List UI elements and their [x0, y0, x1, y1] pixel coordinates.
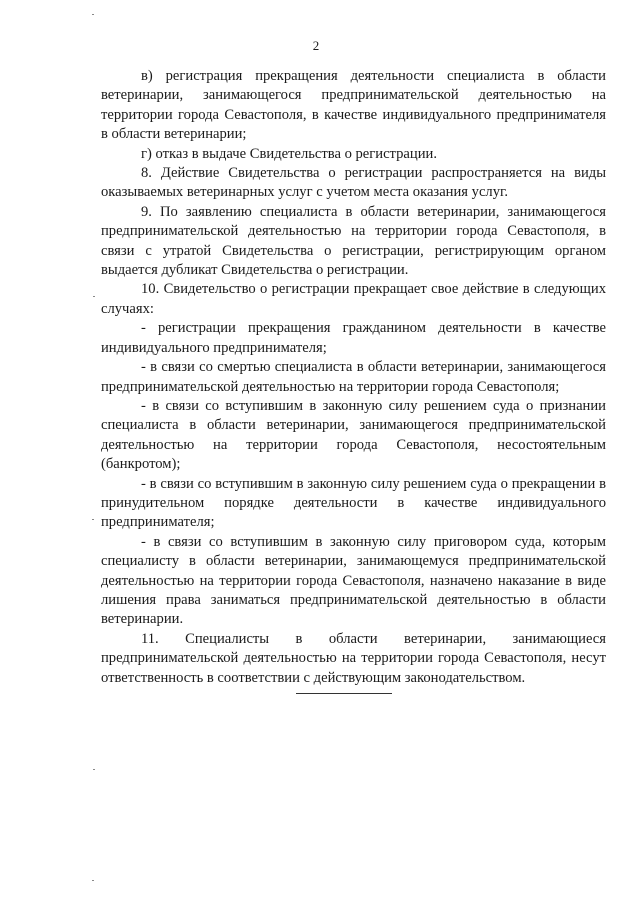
scan-speck	[92, 519, 94, 520]
scan-speck	[92, 880, 94, 881]
scan-speck	[93, 296, 95, 297]
scan-speck	[92, 14, 94, 15]
paragraph-11: 11. Специалисты в области ветеринарии, занимающиеся предпринимательской деятельностью на территории города Севастополя, несут ответственность в соответствии с действующим законодательством.	[101, 630, 606, 686]
paragraph-9: 9. По заявлению специалиста в области ветеринарии, занимающегося предпринимательской деятельностью на территории города Севастополя, в связи с утратой Свидетельства о регистрации, регистрирующим органом выдается дубликат Свидетельства о регистрации.	[101, 203, 606, 279]
list-item-sentence: - в связи со вступившим в законную силу приговором суда, которым специалисту в области ветеринарии, занимающемуся предпринимательской деятельностью на территории города Севастополя, назначено наказание в виде лишения права заниматься предпринимательской деятельностью в области ветеринарии.	[101, 533, 606, 628]
list-item-bankruptcy: - в связи со вступившим в законную силу решением суда о признании специалиста в области ветеринарии, занимающегося предпринимательской деятельностью на территории города Севастополя, несостоятельным (банкротом);	[101, 397, 606, 473]
document-body	[101, 67, 606, 688]
list-item-death: - в связи со смертью специалиста в области ветеринарии, занимающегося предпринимательской деятельностью на территории города Севастополя;	[101, 359, 606, 395]
end-separator-line	[296, 693, 392, 694]
paragraph-item-v: в) регистрация прекращения деятельности специалиста в области ветеринарии, занимающегося предпринимательской деятельностью на территории города Севастополя, в качестве индивидуального предпринимателя в области ветеринарии;	[101, 68, 606, 143]
paragraph-10: 10. Свидетельство о регистрации прекращает свое действие в следующих случаях:	[101, 281, 606, 317]
list-item-termination: - регистрации прекращения гражданином деятельности в качестве индивидуального предпринимателя;	[101, 320, 606, 356]
list-item-forced-termination: - в связи со вступившим в законную силу решением суда о прекращении в принудительном порядке деятельности в качестве индивидуального предпринимателя;	[101, 475, 606, 531]
paragraph-8: 8. Действие Свидетельства о регистрации распространяется на виды оказываемых ветеринарных услуг с учетом места оказания услуг.	[101, 165, 606, 201]
paragraph-item-g: г) отказ в выдаче Свидетельства о регистрации.	[141, 145, 437, 162]
scan-speck	[93, 769, 95, 770]
page-number: 2	[312, 38, 320, 53]
